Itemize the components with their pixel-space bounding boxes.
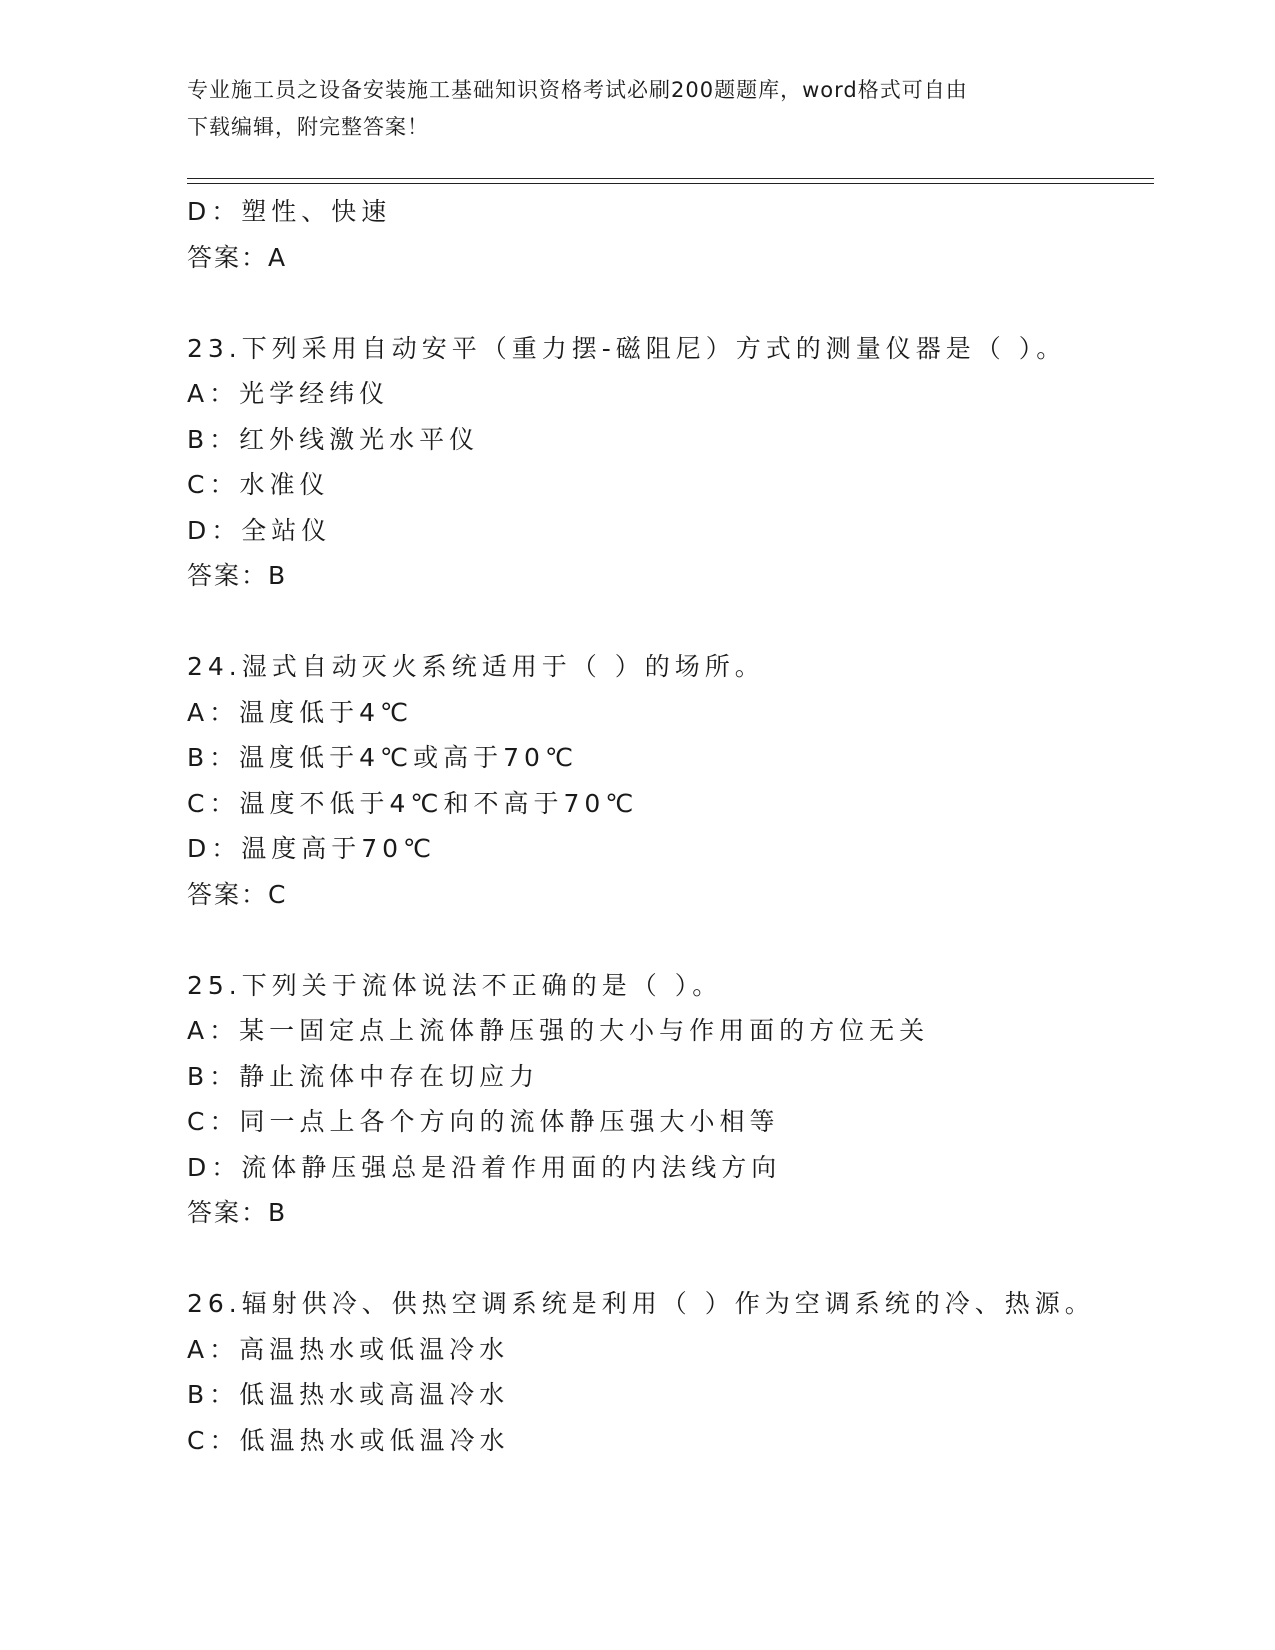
option-d: D：流体静压强总是沿着作用面的内法线方向 [187, 1152, 782, 1182]
answer-line: 答案：C [187, 879, 288, 909]
question-26 [187, 1281, 1154, 1463]
question-stem: 26.辐射供冷、供热空调系统是利用（ ）作为空调系统的冷、热源。 [187, 1289, 1095, 1318]
option-c: C：低温热水或低温冷水 [187, 1425, 510, 1455]
option-b: B：温度低于4℃或高于70℃ [187, 743, 579, 772]
question-stem: 24.湿式自动灭火系统适用于（ ）的场所。 [187, 652, 765, 681]
header-line-1: 专业施工员之设备安装施工基础知识资格考试必刷200题题库，word格式可自由 [187, 78, 968, 102]
option-a: A：某一固定点上流体静压强的大小与作用面的方位无关 [187, 1016, 930, 1045]
document-header [187, 72, 1087, 146]
question-22-tail [187, 189, 1154, 280]
option-c: C：同一点上各个方向的流体静压强大小相等 [187, 1107, 780, 1136]
question-stem: 23.下列采用自动安平（重力摆-磁阻尼）方式的测量仪器是（ ）。 [187, 333, 1067, 363]
header-line-2: 下载编辑，附完整答案！ [187, 115, 429, 139]
option-a: A：光学经纬仪 [187, 379, 390, 408]
spacer [187, 917, 1154, 963]
question-23 [187, 326, 1154, 599]
option-b: B：红外线激光水平仪 [187, 424, 480, 454]
question-24 [187, 644, 1154, 917]
answer-line: 答案：B [187, 561, 288, 590]
option-b: B：低温热水或高温冷水 [187, 1380, 510, 1409]
spacer [187, 280, 1154, 326]
option-c: C：温度不低于4℃和不高于70℃ [187, 788, 639, 818]
option-c: C：水准仪 [187, 470, 330, 499]
option-a: A：高温热水或低温冷水 [187, 1334, 510, 1364]
option-b: B：静止流体中存在切应力 [187, 1061, 540, 1091]
question-stem: 25.下列关于流体说法不正确的是（ ）。 [187, 970, 723, 1000]
question-25 [187, 963, 1154, 1236]
header-divider-bottom [187, 183, 1154, 184]
spacer [187, 1236, 1154, 1282]
option-d: D：全站仪 [187, 515, 332, 545]
option-a: A：温度低于4℃ [187, 697, 414, 727]
option-d: D：塑性、快速 [187, 197, 392, 226]
header-divider-top [187, 178, 1154, 179]
spacer [187, 599, 1154, 645]
answer-line: 答案：A [187, 242, 288, 272]
question-list [187, 189, 1154, 1463]
option-d: D：温度高于70℃ [187, 834, 437, 863]
answer-line: 答案：B [187, 1198, 288, 1227]
